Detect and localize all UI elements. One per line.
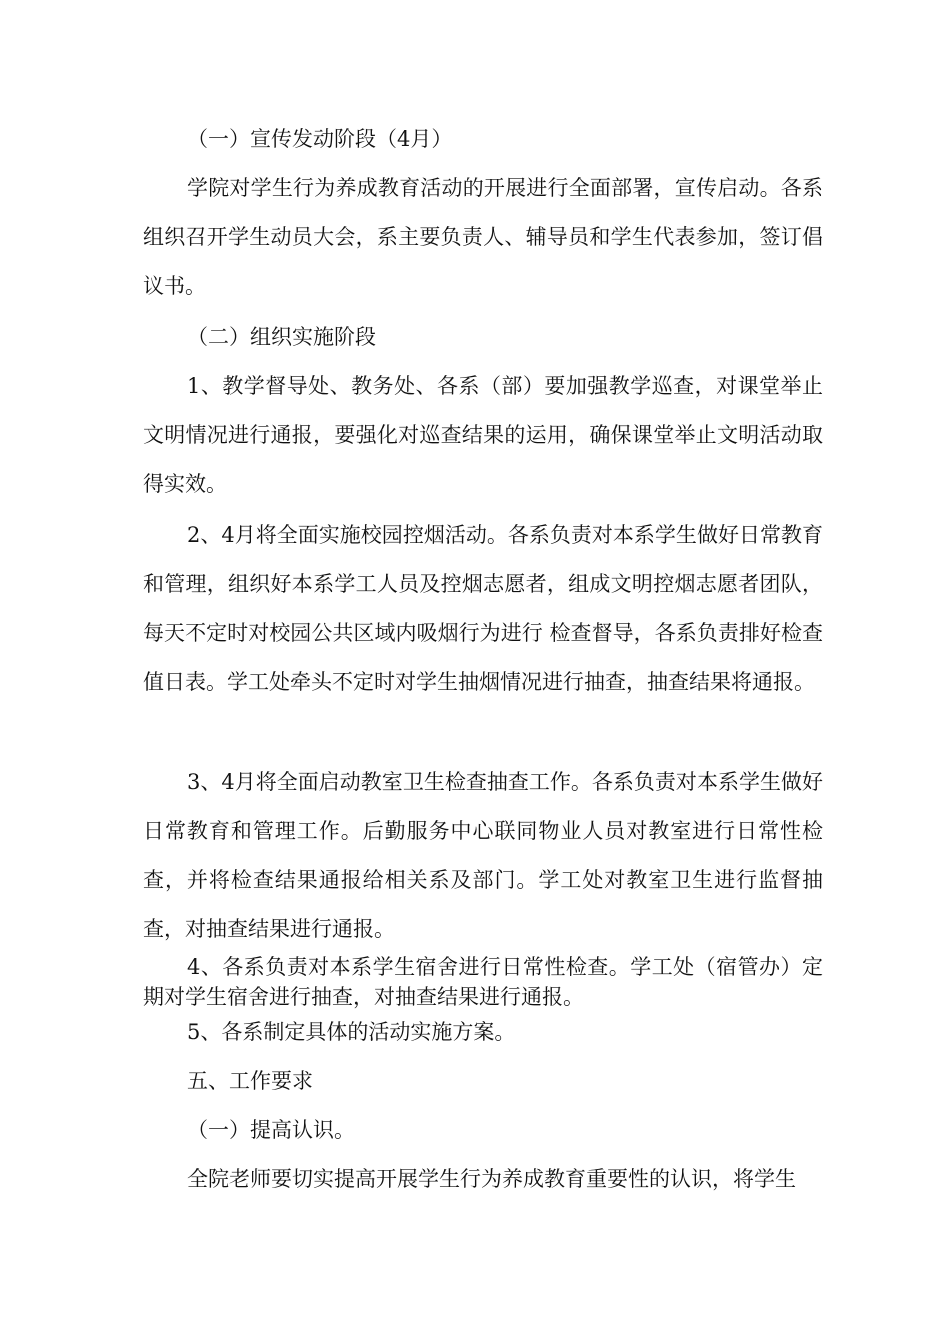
subsection-heading-awareness: （一）提高认识。 bbox=[187, 1118, 355, 1142]
section-heading-requirements: 五、工作要求 bbox=[187, 1069, 313, 1093]
paragraph-item-1: 1、教学督导处、教务处、各系（部）要加强教学巡查，对课堂举止文明情况进行通报，要强化对巡查结果的运用，确保课堂举止文明活动取得实效。 bbox=[143, 374, 823, 496]
paragraph-publicity: 学院对学生行为养成教育活动的开展进行全面部署，宣传启动。各系组织召开学生动员大会，系主要负责人、辅导员和学生代表参加，签订倡议书。 bbox=[143, 176, 823, 298]
paragraph-item-5: 5、各系制定具体的活动实施方案。 bbox=[187, 1020, 516, 1044]
section-heading-implementation: （二）组织实施阶段 bbox=[187, 325, 376, 349]
paragraph-item-4: 4、各系负责对本系学生宿舍进行日常性检查。学工处（宿管办）定期对学生宿舍进行抽查，对抽查结果进行通报。 bbox=[143, 955, 823, 1009]
paragraph-awareness: 全院老师要切实提高开展学生行为养成教育重要性的认识，将学生 bbox=[187, 1167, 796, 1191]
paragraph-item-3: 3、4月将全面启动教室卫生检查抽查工作。各系负责对本系学生做好日常教育和管理工作。后勤服务中心联同物业人员对教室进行日常性检查，并将检查结果通报给相关系及部门。学工处对教室卫生进行监督抽查，对抽查结果进行通报。 bbox=[143, 770, 823, 941]
paragraph-item-2: 2、4月将全面实施校园控烟活动。各系负责对本系学生做好日常教育和管理，组织好本系学工人员及控烟志愿者，组成文明控烟志愿者团队，每天不定时对校园公共区域内吸烟行为进行 检查督导，各系负责排好检查值日表。学工处牵头不定时对学生抽烟情况进行抽查，抽查结果将通报。 bbox=[143, 523, 823, 694]
section-heading-publicity: （一）宣传发动阶段（4月） bbox=[187, 127, 453, 151]
